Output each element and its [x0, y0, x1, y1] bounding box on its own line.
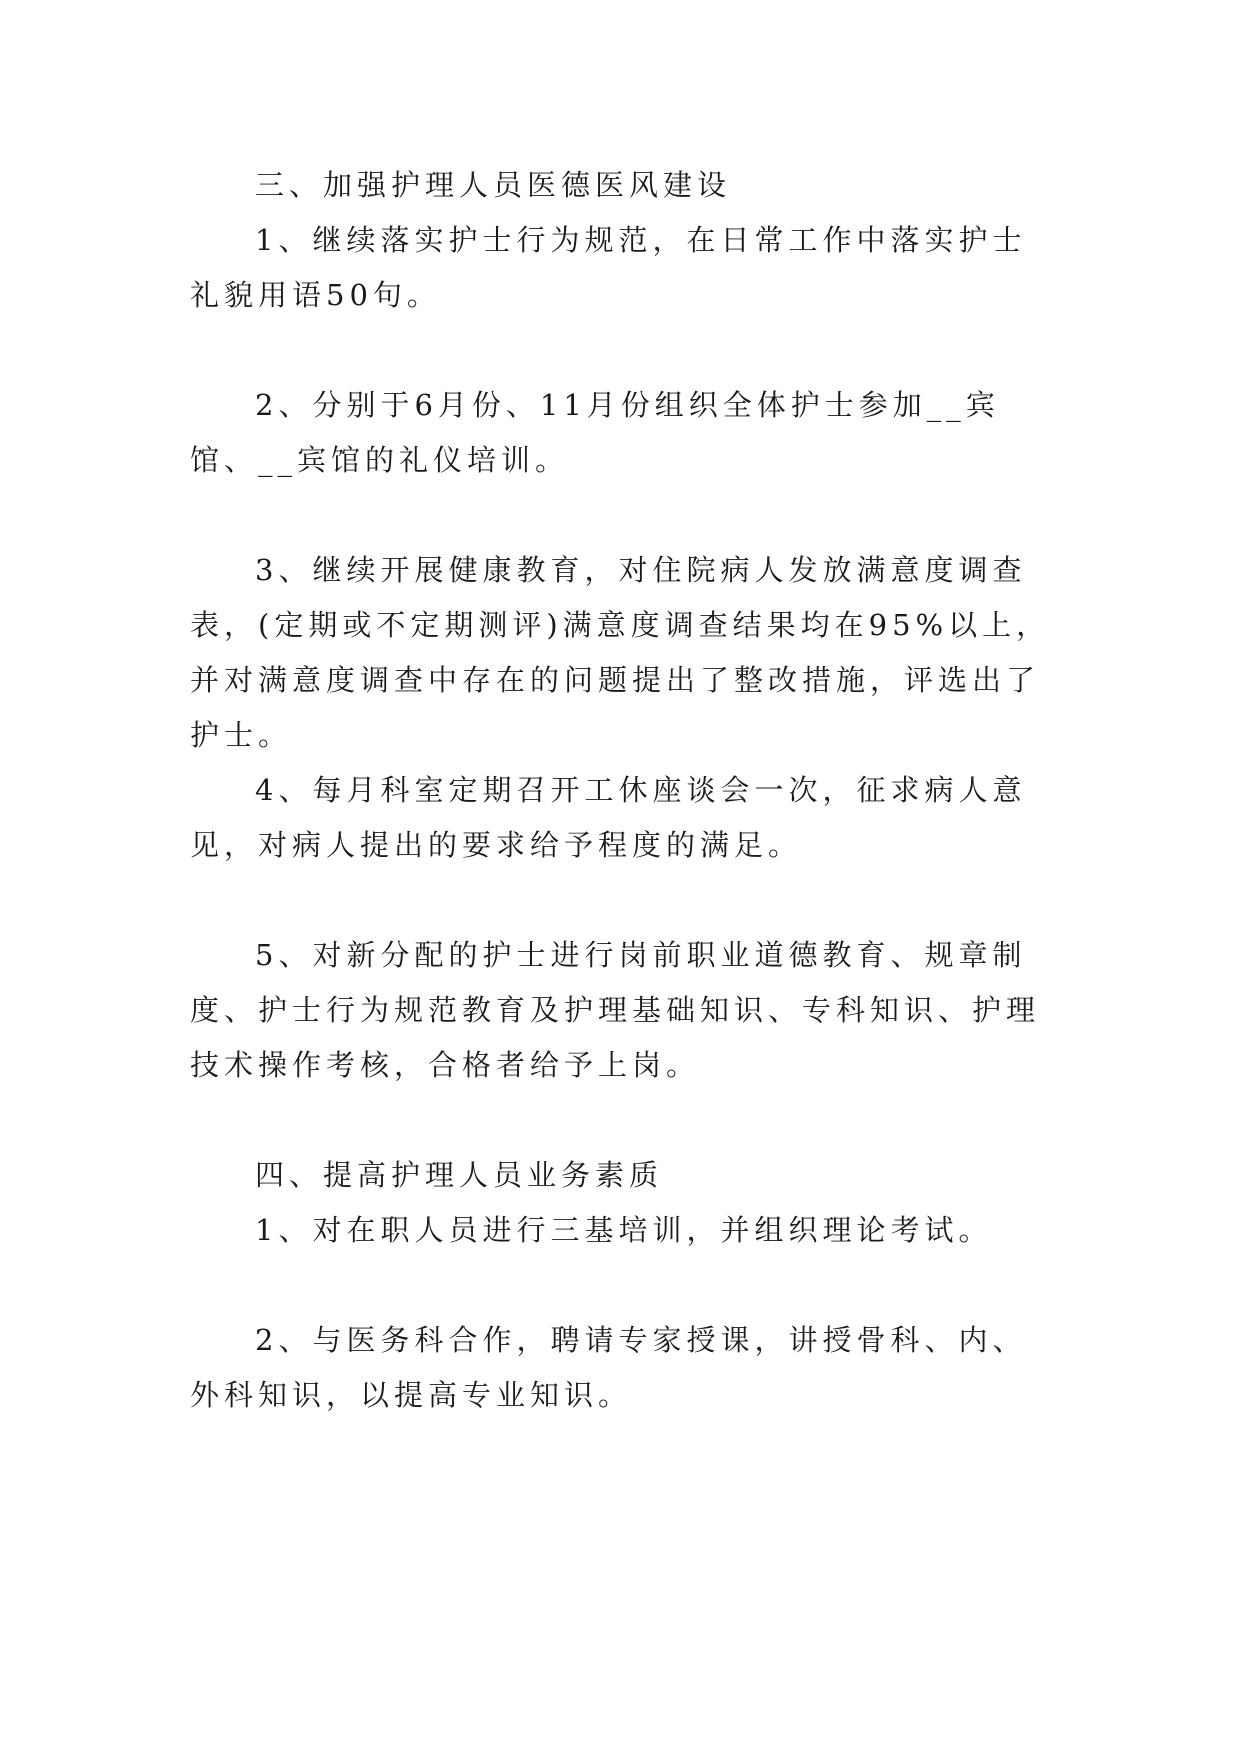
paragraph-3-3: 3、继续开展健康教育，对住院病人发放满意度调查表，(定期或不定期测评)满意度调查结果均在95%以上，并对满意度调查中存在的问题提出了整改措施，评选出了护士。	[190, 553, 1051, 752]
section-heading-3: 三、加强护理人员医德医风建设	[255, 168, 732, 202]
paragraph-4-2: 2、与医务科合作，聘请专家授课，讲授骨科、内、外科知识，以提高专业知识。	[190, 1323, 1027, 1412]
section-heading-4: 四、提高护理人员业务素质	[255, 1158, 664, 1192]
paragraph-3-1: 1、继续落实护士行为规范，在日常工作中落实护士礼貌用语50句。	[190, 223, 1027, 312]
paragraph-3-4: 4、每月科室定期召开工休座谈会一次，征求病人意见，对病人提出的要求给予程度的满足。	[190, 773, 1027, 862]
paragraph-3-5: 5、对新分配的护士进行岗前职业道德教育、规章制度、护士行为规范教育及护理基础知识、专科知识、护理技术操作考核，合格者给予上岗。	[190, 938, 1041, 1082]
paragraph-4-1: 1、对在职人员进行三基培训，并组织理论考试。	[255, 1213, 993, 1247]
paragraph-3-2: 2、分别于6月份、11月份组织全体护士参加__宾馆、__宾馆的礼仪培训。	[190, 388, 1000, 477]
